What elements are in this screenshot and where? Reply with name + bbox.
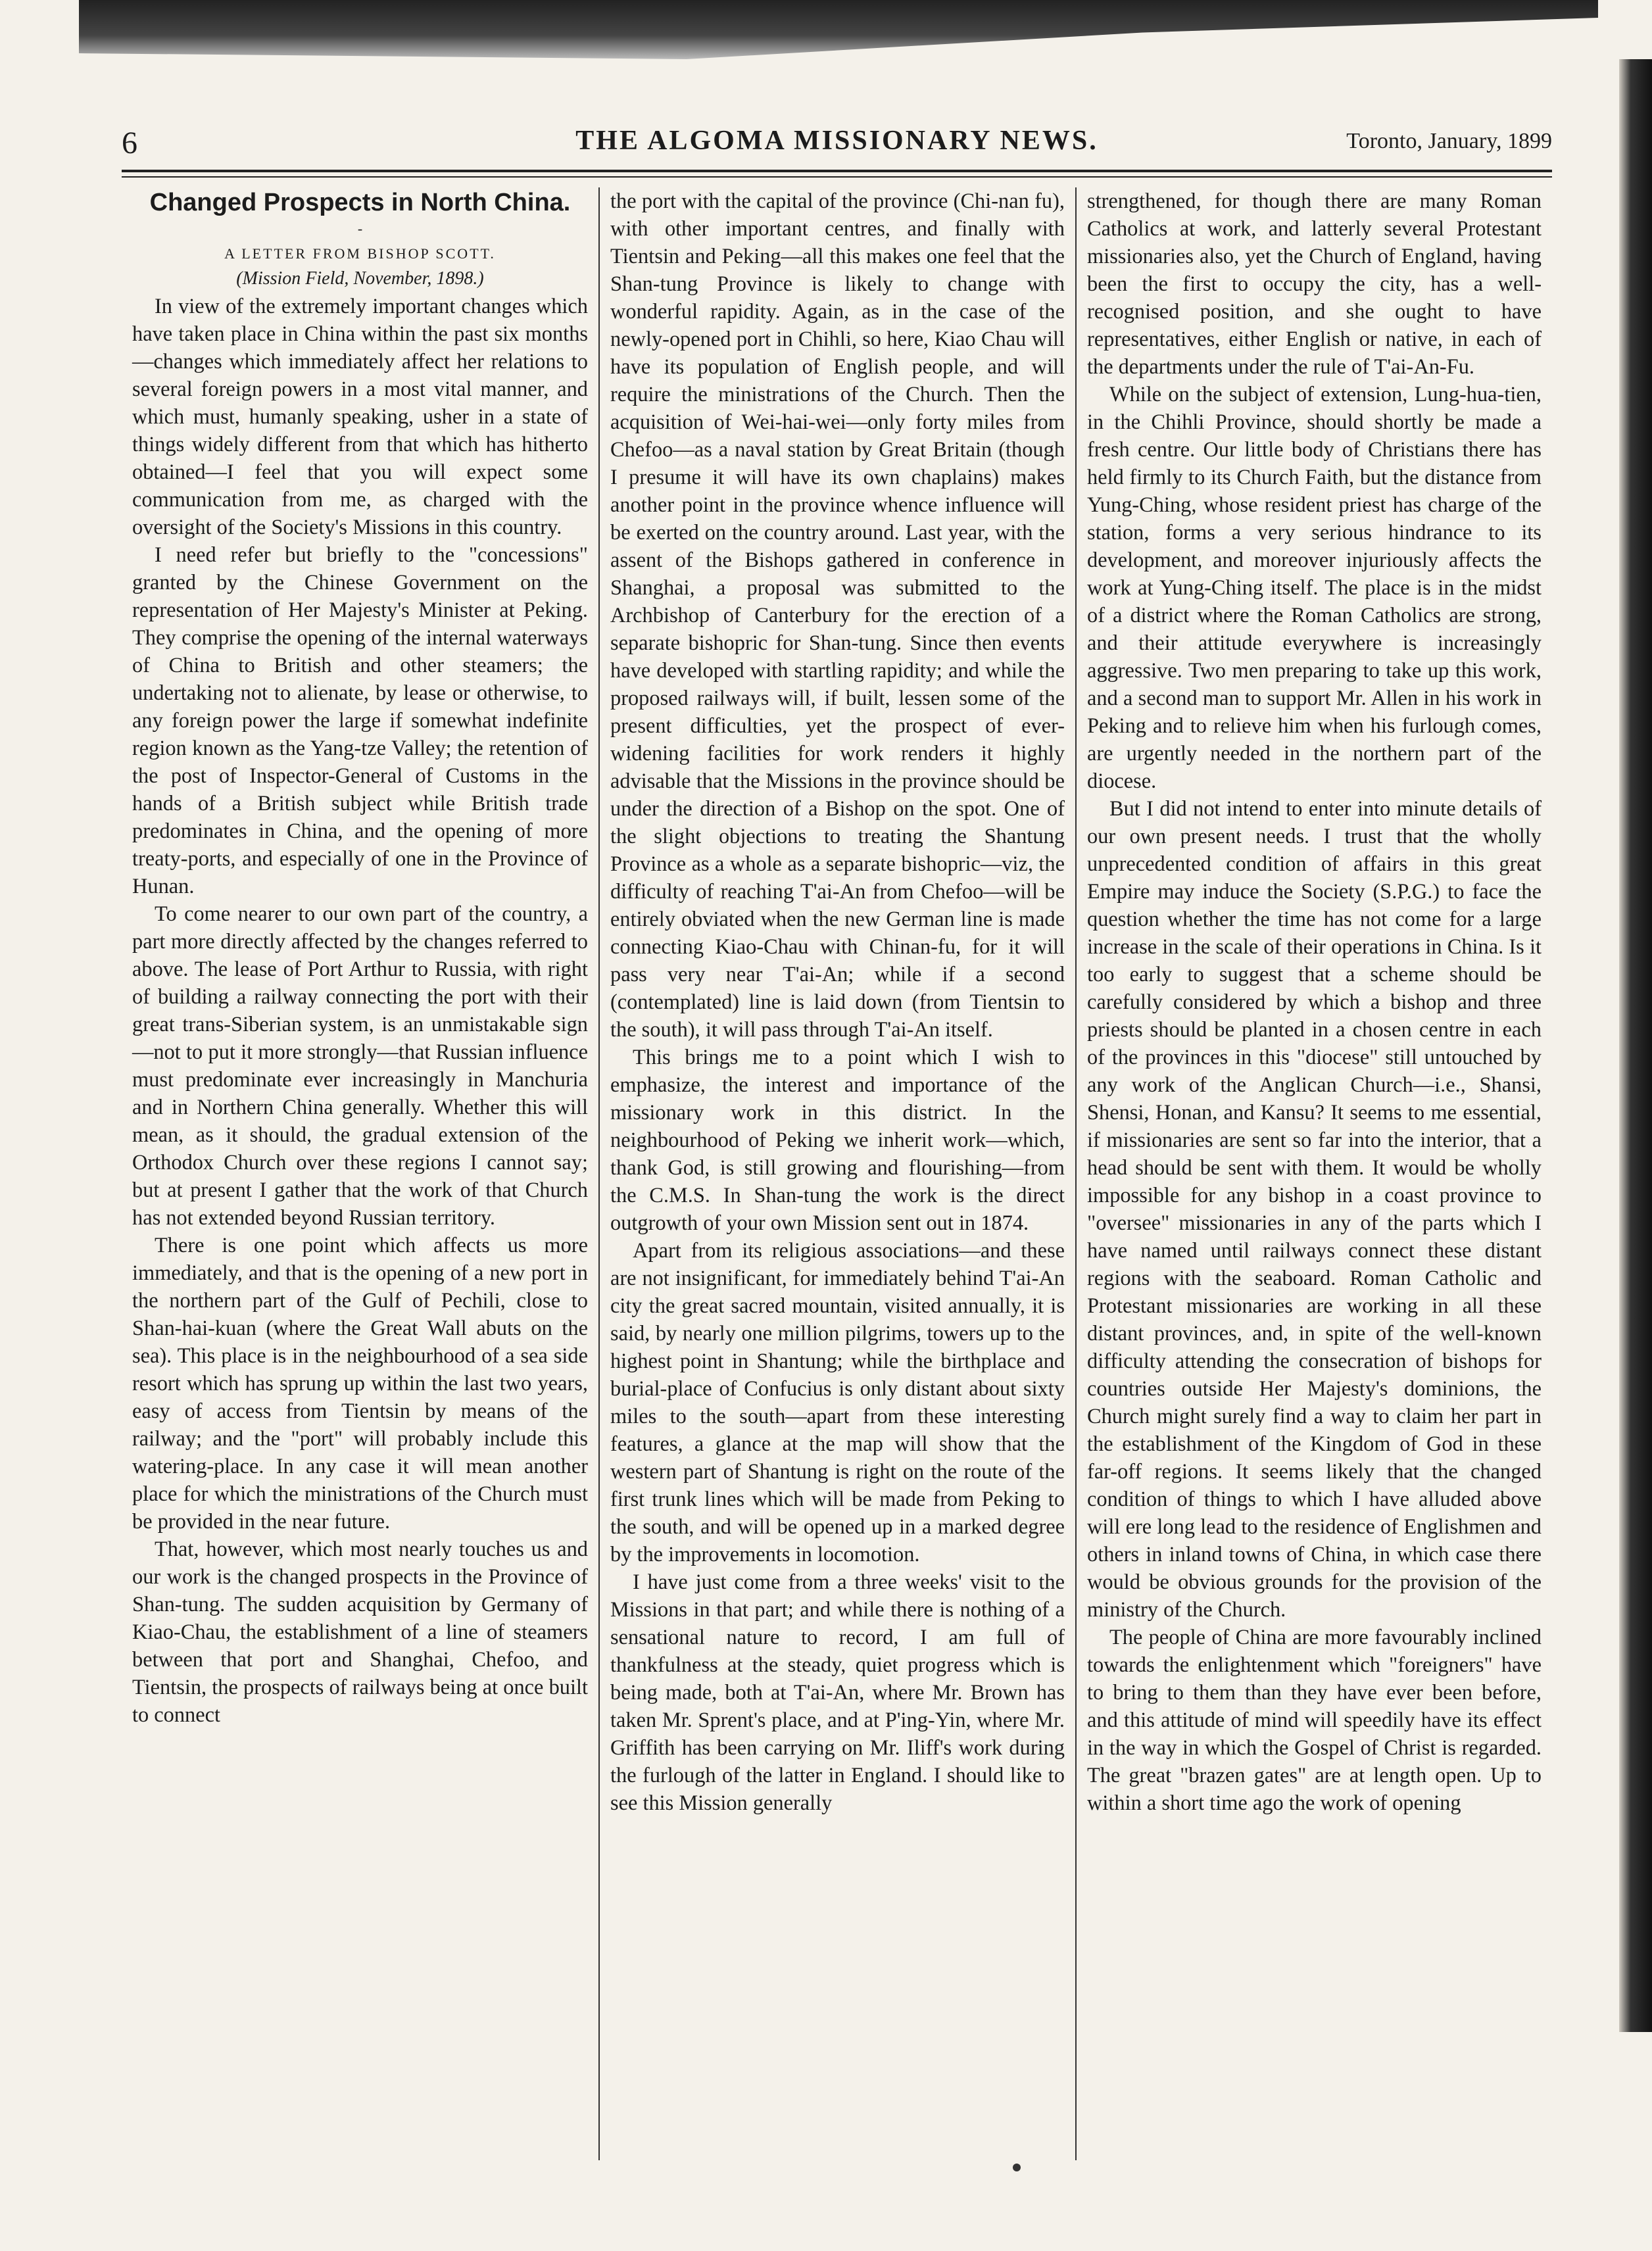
article-columns bbox=[122, 187, 1552, 2160]
ink-dot bbox=[1013, 2164, 1021, 2171]
paragraph: But I did not intend to enter into minute details of our own present needs. I trust that the wholly unprecedented condition of affairs in this great Empire may induce the Society (S.P.G.) to face the question whether the time has not come for a large increase in the scale of their operations in China. Is it too early to suggest that a scheme should be carefully considered by which a bishop and three priests should be planted in a chosen centre in each of the provinces in this "diocese" still untouched by any work of the Anglican Church—i.e., Shansi, Shensi, Honan, and Kansu? It seems to me essential, if missionaries are sent so far into the interior, that a head should be sent with them. It would be wholly impossible for any bishop in a coast province to "oversee" missionaries in any of the parts which I have named until railways connect these distant regions with the seaboard. Roman Catholic and Protestant missionaries are working in all these distant provinces, and, in spite of the well-known difficulty attending the consecration of bishops for countries outside Her Majesty's dominions, the Church might surely find a way to claim her part in the establishment of the Kingdom of God in these far-off regions. It seems likely that the changed condition of things to which I have alluded above will ere long lead to the residence of Englishmen and others in inland towns of China, in which case there would be obvious grounds for the provision of the ministry of the Church. bbox=[1087, 797, 1542, 1622]
article-title: Changed Prospects in North China. bbox=[149, 189, 571, 216]
paragraph: I have just come from a three weeks' visit to the Missions in that part; and while there is nothing of a sensational nature to record, I am full of thankfulness at the steady, quiet progress which is being made, both at T'ai-An, where Mr. Brown has taken Mr. Sprent's place, and at P'ing-Yin, where Mr. Griffith has been carrying on Mr. Iliff's work during the furlough of the latter in England. I should like to see this Mission generally bbox=[610, 1570, 1065, 1815]
article-byline: A LETTER FROM BISHOP SCOTT. bbox=[224, 245, 496, 262]
paragraph: Apart from its religious associations—and these are not insignificant, for immediately behind T'ai-An city the great sacred mountain, visited annually, it is said, by nearly one million pilgrims, towers up to the highest point in Shantung; while the birthplace and burial-place of Confucius is only distant about sixty miles to the south—apart from these interesting features, a glance at the map will show that the western part of Shantung is right on the route of the first trunk lines which will be made from Peking to the south, and will be opened up in a marked degree by the improvements in locomotion. bbox=[610, 1239, 1065, 1566]
title-dash: - bbox=[357, 220, 363, 237]
paragraph: To come nearer to our own part of the country, a part more directly affected by the changes referred to above. The lease of Port Arthur to Russia, with right of building a railway connecting the port with their great trans-Siberian system, is an unmistakable sign—not to put it more strongly—that Russian influence must predominate ever increasingly in Manchuria and in Northern China generally. Whether this will mean, as it should, the gradual extension of the Orthodox Church over these regions I cannot say; but at present I gather that the work of that Church has not extended beyond Russian territory. bbox=[132, 902, 588, 1230]
paragraph: In view of the extremely important changes which have taken place in China within the past six months—changes which immediately affect her relations to several foreign powers in a most vital manner, and which must, humanly speaking, usher in a state of things widely different from that which has hitherto obtained—I feel that you will expect some communication from me, as charged with the oversight of the Society's Missions in this country. bbox=[132, 295, 588, 539]
header-rule-thin bbox=[122, 176, 1552, 178]
column-1 bbox=[122, 187, 598, 2160]
page-number: 6 bbox=[122, 126, 137, 160]
paragraph: the port with the capital of the province (Chi-nan fu), with other important centres, and finally with Tientsin and Peking—all this makes one feel that the Shan-tung Province is likely to change with wonderful rapidity. Again, as in the case of the newly-opened port in Chihli, so here, Kiao Chau will have its population of English people, and will require the ministrations of the Church. Then the acquisition of Wei-hai-wei—only forty miles from Chefoo—as a naval station by Great Britain (though I presume it will have its own chaplains) makes another point in the province whence influence will be exerted on the country around. Last year, with the assent of the Bishops gathered in conference in Shanghai, a proposal was submitted to the Archbishop of Canterbury for the erection of a separate bishopric for Shan-tung. Since then events have developed with startling rapidity; and while the proposed railways will, if built, lessen some of the present difficulties, yet the prospect of ever-widening facilities for work renders it highly advisable that the Missions in the province should be under the direction of a Bishop on the spot. One of the slight objections to treating the Shantung Province as a whole as a separate bishopric—viz, the difficulty of reaching T'ai-An from Chefoo—will be entirely obviated when the new German line is made connecting Kiao-Chau with Chinan-fu, for it will pass very near T'ai-An; while if a second (contemplated) line is laid down (from Tientsin to the south), it will pass through T'ai-An itself. bbox=[610, 189, 1065, 1042]
paragraph: While on the subject of extension, Lung-hua-tien, in the Chihli Province, should shortly be made a fresh centre. Our little body of Christians there has held firmly to its Church Faith, but the distance from Yung-Ching, whose resident priest has charge of the station, forms a very serious hindrance to its development, and moreover injuriously affects the work at Yung-Ching itself. The place is in the midst of a district where the Roman Catholics are strong, and their attitude everywhere is increasingly aggressive. Two men preparing to take up this work, and a second man to support Mr. Allen in his work in Peking and to relieve him when his furlough comes, are urgently needed in the northern part of the diocese. bbox=[1087, 383, 1542, 793]
dateline: Toronto, January, 1899 bbox=[1346, 129, 1552, 153]
scan-shadow-top bbox=[79, 0, 1598, 59]
column-2 bbox=[598, 187, 1075, 2160]
paragraph: That, however, which most nearly touches us and our work is the changed prospects in the Province of Shan-tung. The sudden acquisition by Germany of Kiao-Chau, the establishment of a line of steamers between that port and Shanghai, Chefoo, and Tientsin, the prospects of railways being at once built to connect bbox=[132, 1537, 588, 1727]
paragraph: The people of China are more favourably inclined towards the enlightenment which "foreigners" have to bring to them than they have ever been before, and this attitude of mind will speedily have its effect in the way in which the Gospel of Christ is regarded. The great "brazen gates" are at length open. Up to within a short time ago the work of opening bbox=[1087, 1626, 1542, 1815]
paragraph: There is one point which affects us more immediately, and that is the opening of a new port in the northern part of the Gulf of Pechili, close to Shan-hai-kuan (where the Great Wall abuts on the sea). This place is in the neighbourhood of a sea side resort which has sprung up within the last two years, easy of access from Tientsin by means of the railway; and the "port" will probably include this watering-place. In any case it will mean another place for which the ministrations of the Church must be provided in the near future. bbox=[132, 1234, 588, 1534]
paragraph: strengthened, for though there are many Roman Catholics at work, and latterly several Protestant missionaries also, yet the Church of England, having been the first to occupy the city, has a well-recognised position, and she ought to have representatives, either English or native, in each of the departments under the rule of T'ai-An-Fu. bbox=[1087, 189, 1542, 379]
paragraph: I need refer but briefly to the "concessions" granted by the Chinese Government on the representation of Her Majesty's Minister at Peking. They comprise the opening of the internal waterways of China to British and other steamers; the undertaking not to alienate, by lease or otherwise, to any foreign power the large if somewhat indefinite region known as the Yang-tze Valley; the retention of the post of Inspector-General of Customs in the hands of a British subject while British trade predominates in China, and the opening of more treaty-ports, and especially of one in the Province of Hunan. bbox=[132, 543, 588, 898]
paragraph: This brings me to a point which I wish to emphasize, the interest and importance of the missionary work in this district. In the neighbourhood of Peking we inherit work—which, thank God, is still growing and flourishing—from the C.M.S. In Shan-tung the work is the direct outgrowth of your own Mission sent out in 1874. bbox=[610, 1046, 1065, 1235]
article-source: (Mission Field, November, 1898.) bbox=[236, 268, 484, 289]
scan-shadow-right bbox=[1619, 59, 1652, 2032]
page-header bbox=[122, 125, 1552, 171]
column-3 bbox=[1075, 187, 1552, 2160]
header-rule bbox=[122, 170, 1552, 172]
publication-title: THE ALGOMA MISSIONARY NEWS. bbox=[575, 126, 1098, 156]
